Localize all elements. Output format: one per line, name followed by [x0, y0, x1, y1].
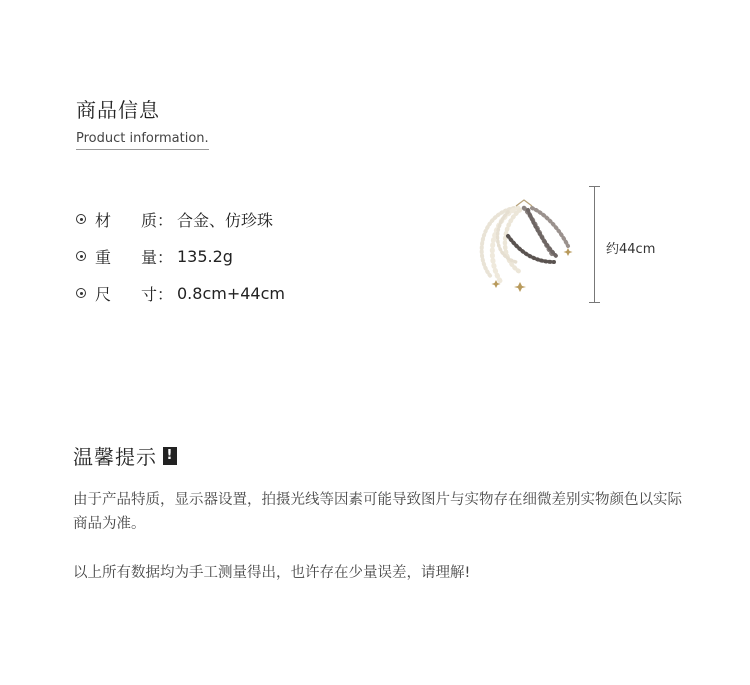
- notice-title-text: 温馨提示: [73, 445, 157, 469]
- bullet-icon: [76, 214, 86, 224]
- spec-value: 135.2g: [177, 246, 233, 266]
- spec-label-second: 量：: [141, 247, 174, 267]
- exclamation-icon: !: [163, 447, 177, 465]
- spec-label-second: 质：: [141, 210, 174, 230]
- section-title: 商品信息: [76, 98, 160, 122]
- spec-label-first: 尺: [95, 284, 112, 304]
- spec-label-second: 寸：: [141, 284, 174, 304]
- dimension-cap-top: [589, 186, 600, 187]
- spec-label-first: 重: [95, 247, 112, 267]
- dimension-label: 约44cm: [606, 242, 656, 257]
- spec-value: 0.8cm+44cm: [177, 283, 285, 303]
- spec-row-material: [76, 208, 273, 230]
- spec-value: 合金、仿珍珠: [177, 210, 274, 230]
- spec-row-weight: [76, 245, 233, 267]
- notice-paragraph-measurement: 以上所有数据均为手工测量得出，也许存在少量误差，请理解!: [73, 565, 471, 581]
- bullet-icon: [76, 251, 86, 261]
- spec-row-size: [76, 282, 285, 304]
- bullet-icon: [76, 288, 86, 298]
- dimension-line: [594, 186, 595, 303]
- pearl-necklace-image: [474, 196, 580, 296]
- notice-paragraph-disclaimer: 由于产品特质，显示器设置，拍摄光线等因素可能导致图片与实物存在细微差别实物颜色以实际商品为准。: [73, 492, 682, 532]
- dimension-cap-bottom: [589, 302, 600, 303]
- section-subtitle: Product information.: [76, 131, 209, 150]
- notice-title: [73, 441, 177, 470]
- spec-label-first: 材: [95, 210, 112, 230]
